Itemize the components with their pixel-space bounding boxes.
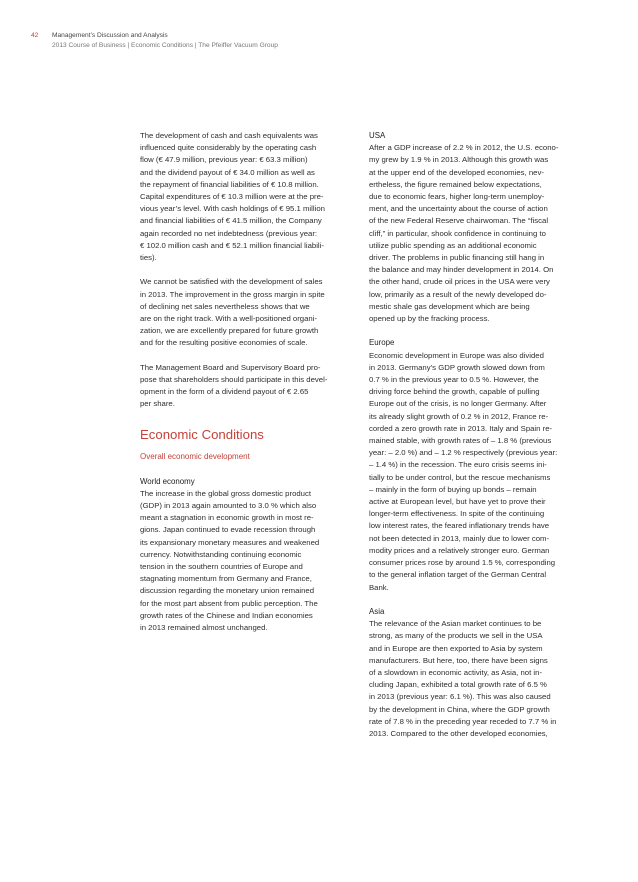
europe-text: Economic development in Europe was also divided in 2013. Germany’s GDP growth slowed down from 0.7 % in the previous year to 0.5 %. However, the driving force behind the growth, capable of pulling Europe out of the crisis, is no longer Germany. After its already slight growth of 0.2 % in 2012, France re- corded a zero growth rate in 2013. Italy and Spain re- mained stable, with growth rates of – 1.8 % (previous year: – 2.0 %) and – 1.2 % respectively (previous year: – 1.4 %) in the recession. The euro crisis seems ini- tially to be under control, but the rescue mechanisms – mainly in the form of buying up bonds – remain active at European level, but have yet to prove their longer-term effectiveness. In spite of the continuing low interest rates, the feared inflationary trends have not been detected in 2013, mainly due to lower com- modity prices and a relatively stronger euro. German consumer prices rose by around 1.5 %, corresponding to the general inflation target of the German Central Bank. xyxy=(369,350,558,592)
usa-text: After a GDP increase of 2.2 % in 2012, the U.S. econo- my grew by 1.9 % in 2013. Although this growth was at the upper end of the developed economies, nev- ertheless, the figure remained below expectations, due to economic fears, higher long-term unemploy- ment, and the uncertainty about the course of action of the new Federal Reserve chairwoman. The “fiscal cliff,” in particular, shook confidence in continuing to utilize public spending as an additional economic driver. The problems in public financing still hang in the balance and may hinder development in 2014. On the other hand, crude oil prices in the USA were very low, primarily as a result of the newly developed do- mestic shale gas development which are being opened up by the fracking process. xyxy=(369,143,559,324)
europe-heading: Europe xyxy=(369,338,395,348)
page-number: 42 xyxy=(31,32,39,39)
dividend-paragraph: The Management Board and Supervisory Board pro- pose that shareholders should participate in this devel- opment in the form of a dividend payout of € 2.65 per share. xyxy=(140,362,328,409)
cash-development-paragraph: The development of cash and cash equivalents was influenced quite considerably by the operating cash flow (€ 47.9 million, previous year: € 63.3 million) and the dividend payout of € 34.0 million as well as the repayment of financial liabilities of € 10.8 million. Capital expenditures of € 10.3 million were at the pre- vious year’s level. With cash holdings of € 95.1 million and financial liabilities of € 41.5 million, the Company again recorded no net indebtedness (previous year: € 102.0 million cash and € 52.1 million financial liabili- ties). xyxy=(140,131,325,263)
right-column xyxy=(369,130,579,752)
subsection-title: Overall economic development xyxy=(140,451,250,461)
asia-heading: Asia xyxy=(369,606,385,616)
asia-text: The relevance of the Asian market continues to be strong, as many of the products we sell in the USA and in Europe are then exported to Asia by system manufacturers. But here, too, there have been signs of a slowdown in economic activity, as Asia, not in- cluding Japan, exhibited a total growth rate of 6.5 % in 2013 (previous year: 6.1 %). This was also caused by the development in China, where the GDP growth rate of 7.8 % in the preceding year receded to 7.7 % in 2013. Compared to the other developed economies, xyxy=(369,619,557,738)
header-breadcrumb: 2013 Course of Business | Economic Conditions | The Pfeiffer Vacuum Group xyxy=(52,41,278,49)
section-title: Economic Conditions xyxy=(140,426,264,442)
world-economy-text: The increase in the global gross domestic product (GDP) in 2013 again amounted to 3.0 % which also meant a stagnation in economic growth in most re- gions. Japan continued to evade recession through its expansionary monetary measures and weakened currency. Notwithstanding continuing economic tension in the southern countries of Europe and stagnating momentum from Germany and France, discussion regarding the monetary union remained for the most part absent from public perception. The growth rates of the Chinese and Indian economies in 2013 remained almost unchanged. xyxy=(140,488,320,633)
world-economy-heading: World economy xyxy=(140,476,195,486)
left-column xyxy=(140,130,353,646)
usa-heading: USA xyxy=(369,131,386,140)
header-title: Management’s Discussion and Analysis xyxy=(52,32,168,39)
sales-paragraph: We cannot be satisfied with the development of sales in 2013. The improvement in the gross margin in spite of declining net sales nevertheless shows that we are on the right track. With a well-positioned organi- zation, we are excellently prepared for future growth and for the resulting positive economies of scale. xyxy=(140,277,325,348)
